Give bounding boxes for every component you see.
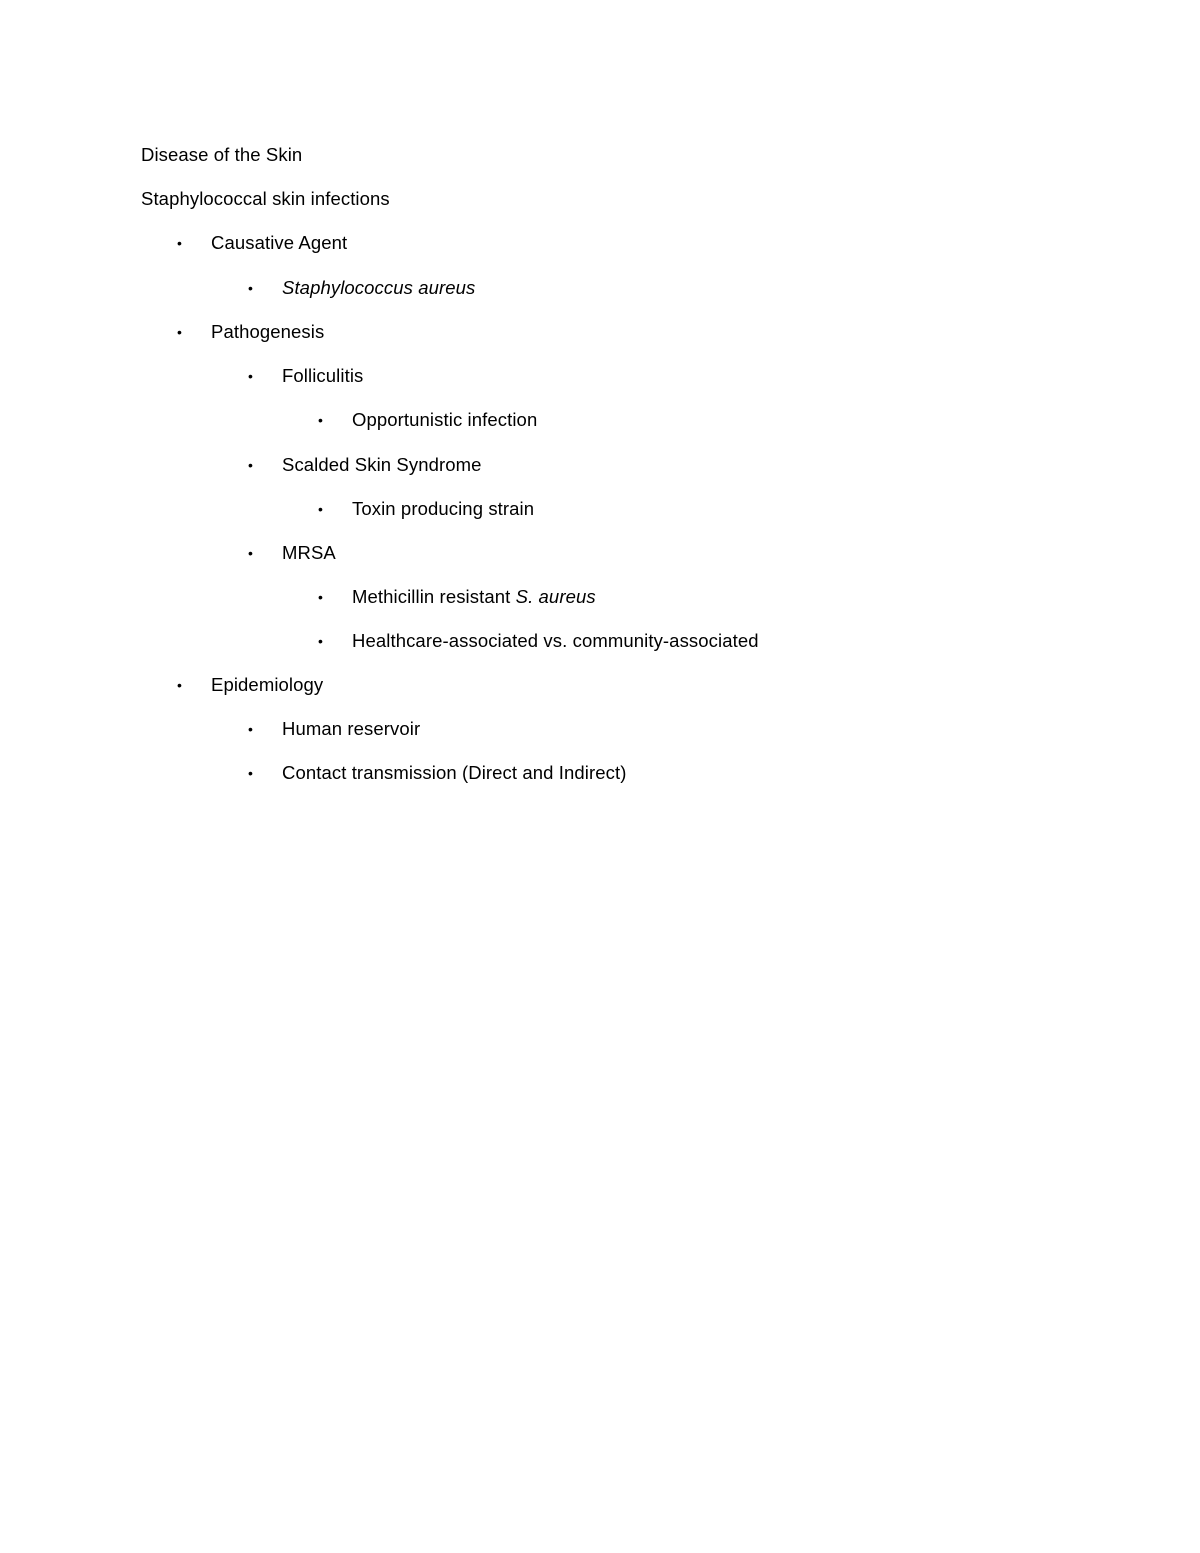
bullet-icon: • xyxy=(177,235,182,251)
list-item-text: Pathogenesis xyxy=(211,321,325,342)
bullet-icon: • xyxy=(248,368,253,384)
bullet-icon: • xyxy=(318,589,323,605)
list-item-text xyxy=(352,586,596,608)
bullet-icon: • xyxy=(248,765,253,781)
bullet-icon: • xyxy=(248,721,253,737)
list-item-text: Human reservoir xyxy=(282,718,421,739)
list-item-text: Scalded Skin Syndrome xyxy=(282,454,482,475)
bullet-icon: • xyxy=(177,677,182,693)
document-title: Disease of the Skin xyxy=(141,144,303,165)
bullet-icon: • xyxy=(318,412,323,428)
list-item-text: Contact transmission (Direct and Indirect) xyxy=(282,762,627,783)
list-item-text: Healthcare-associated vs. community-associated xyxy=(352,630,759,651)
list-item-text-regular: Methicillin resistant xyxy=(352,586,516,607)
list-item-text: Staphylococcus aureus xyxy=(282,277,476,298)
list-item-text: Toxin producing strain xyxy=(352,498,535,519)
list-item-text: Causative Agent xyxy=(211,232,348,253)
bullet-icon: • xyxy=(318,633,323,649)
list-item-text: MRSA xyxy=(282,542,336,563)
list-item-text: Opportunistic infection xyxy=(352,409,538,430)
bullet-icon: • xyxy=(248,280,253,296)
bullet-icon: • xyxy=(248,457,253,473)
section-heading: Staphylococcal skin infections xyxy=(141,188,390,209)
list-item-text: Epidemiology xyxy=(211,674,324,695)
bullet-icon: • xyxy=(248,545,253,561)
bullet-icon: • xyxy=(177,324,182,340)
bullet-icon: • xyxy=(318,501,323,517)
list-item-text: Folliculitis xyxy=(282,365,364,386)
list-item-text-italic: S. aureus xyxy=(515,586,596,607)
